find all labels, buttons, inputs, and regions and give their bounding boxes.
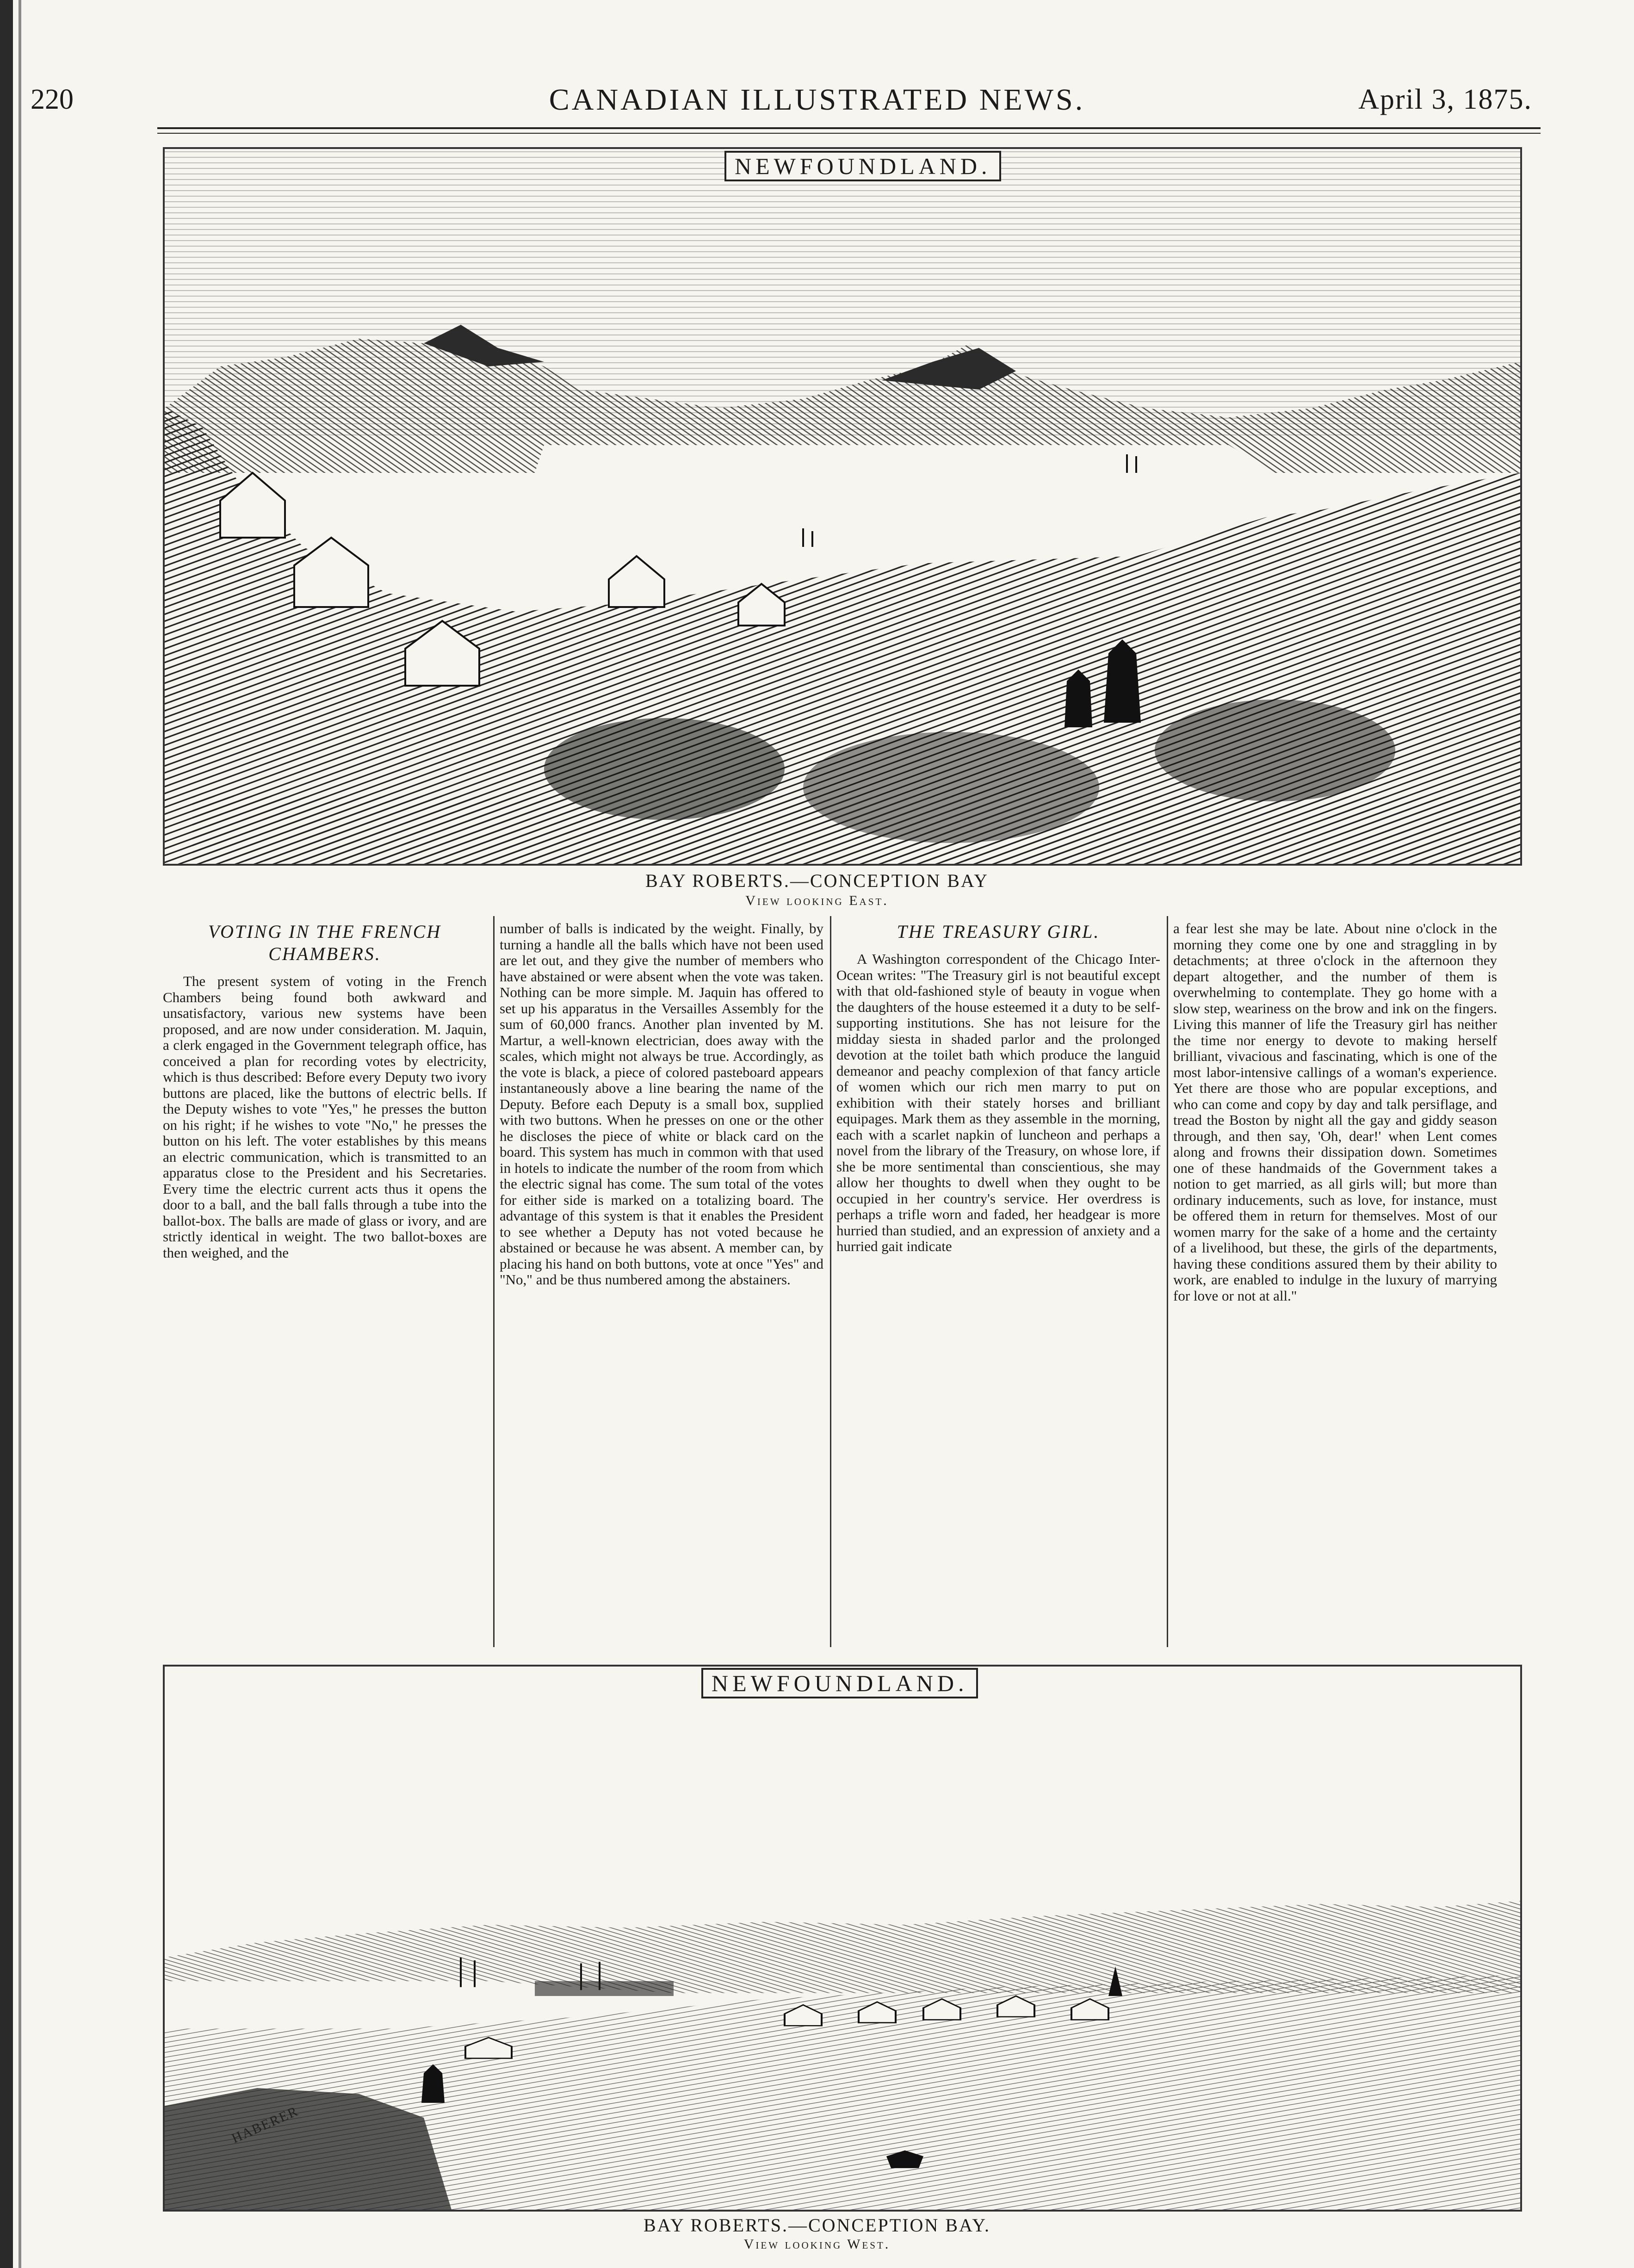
- article-voting-col-1: [163, 921, 487, 1642]
- column-rule: [493, 916, 495, 1647]
- article-paragraph: number of balls is indicated by the weight. Finally, by turning a handle all the balls which have not been used are let out, and they give the number of members who have abstained or were absent when the vote was taken. Nothing can be more simple. M. Jaquin has offered to set up his apparatus in the Versailles Assembly for the sum of 60,000 francs. Another plan invented by M. Martur, a well-known electrician, does away with the scales, which might not always be true. Accordingly, as the vote is black, a piece of colored pasteboard appears instantaneously above a line bearing the name of the Deputy. Before each Deputy is a small box, supplied with two buttons. When he presses on one or the other he discloses the piece of white or black card on the board. This system has much in common with that used in hotels to indicate the number of the room from which the electric signal has come. The sum total of the votes for either side is marked on a totalizing board. The advantage of this system is that it enables the President to see whether a Deputy has not voted because he abstained or because he was absent. A member can, by placing his hand on both buttons, vote at once "Yes" and "No," and be thus numbered among the abstainers.: [500, 921, 823, 1288]
- engraving-view-looking-west: [163, 1665, 1522, 2212]
- landscape-west-illustration: [165, 1667, 1520, 2210]
- article-paragraph: A Washington correspondent of the Chicago Inter-Ocean writes: "The Treasury girl is not beautiful except with that old-fashioned style of beauty in vogue when the daughters of the house esteemed it a duty to be self-supporting institutions. She has not leisure for the midday siesta in shaded parlor and the prolonged devotion at the toilet bath which produce the languid demeanor and peachy complexion of that fancy article of women which our rich men marry to put on exhibition with their stately horses and brilliant equipages. Mark them as they assemble in the morning, each with a scarlet napkin of luncheon and perhaps a novel from the library of the Treasury, on whose lore, if she be more sentimental than conscientious, she may allow her thoughts to dwell when they ought to be occupied in her country's service. Her overdress is perhaps a trifle worn and faded, her headgear is more hurried than studied, and an expression of anxiety and a hurried gait indicate: [836, 951, 1160, 1254]
- plate-subcaption: View looking East.: [745, 893, 889, 908]
- article-paragraph: The present system of voting in the French Chambers being found both awkward and unsatisfactory, various new systems have been proposed, and are now under consideration. M. Jaquin, a clerk engaged in the Government telegraph office, has conceived a plan for recording votes by electricity, which is thus described: Before every Deputy two ivory buttons are placed, like the buttons of electric bells. If the Deputy wishes to vote "Yes," he presses the button on his right; if he wishes to vote "No," he presses the button on his left. The voter establishes by this means an electric communication, which is transmitted to an apparatus close to the President and his Secretaries. Every time the electric current acts thus it opens the door to a ball, and the ball falls through a tube into the ballot-box. The balls are made of glass or ivory, and are strictly identical in weight. The two ballot-boxes are then weighed, and the: [163, 973, 487, 1261]
- page-header: [0, 79, 1634, 130]
- plate-caption: BAY ROBERTS.—CONCEPTION BAY.: [644, 2215, 990, 2236]
- issue-date: April 3, 1875.: [1358, 84, 1532, 115]
- plate-caption: BAY ROBERTS.—CONCEPTION BAY: [645, 870, 989, 891]
- engraving-view-looking-east: [163, 147, 1522, 866]
- page-binding-edge: [0, 0, 13, 2268]
- plate-label: NEWFOUNDLAND.: [701, 1668, 978, 1698]
- article-treasury-col-2: [1173, 921, 1497, 1642]
- column-rule: [1167, 916, 1168, 1647]
- article-paragraph: a fear lest she may be late. About nine o'clock in the morning they come one by one and straggling in by detachments; at three o'clock in the afternoon they depart altogether, and the number of them is overwhelming to contemplate. They go home with a slow step, weariness on the brow and ink on the fingers. Living this manner of life the Treasury girl has neither the time nor energy to devote to making herself brilliant, vivacious and fascinating, which is one of the most labor-intensive callings of a woman's experience. Yet there are those who are popular exceptions, and who can come and copy by day and talk persiflage, and tread the Boston by night all the gay and giddy season through, and then say, 'Oh, dear!' when Lent comes along and frowns their dissipation down. Sometimes one of these handmaids of the Government takes a notion to get married, as all girls will; but more than ordinary inducements, such as love, for instance, must be offered them in return for themselves. Most of our women marry for the sake of a home and the certainty of a livelihood, but these, the girls of the departments, having these conditions assured them by their ability to work, are enabled to indulge in the luxury of marrying for love or not at all.": [1173, 921, 1497, 1304]
- artist-signature: HABERER: [229, 2103, 301, 2146]
- header-rule-thin: [157, 133, 1541, 134]
- header-rule: [157, 127, 1541, 129]
- page-number: 220: [31, 84, 74, 115]
- article-voting-col-2: [500, 921, 823, 1642]
- plate-subcaption: View looking West.: [743, 2237, 891, 2252]
- masthead: CANADIAN ILLUSTRATED NEWS.: [549, 83, 1085, 117]
- column-rule: [830, 916, 831, 1647]
- article-title: VOTING IN THE FRENCH CHAMBERS.: [208, 921, 442, 964]
- landscape-east-illustration: [165, 149, 1520, 864]
- page-binding-shadow: [19, 0, 21, 2268]
- article-treasury-col-1: [836, 921, 1160, 1642]
- article-title: THE TREASURY GIRL.: [897, 921, 1100, 942]
- plate-label: NEWFOUNDLAND.: [724, 151, 1001, 181]
